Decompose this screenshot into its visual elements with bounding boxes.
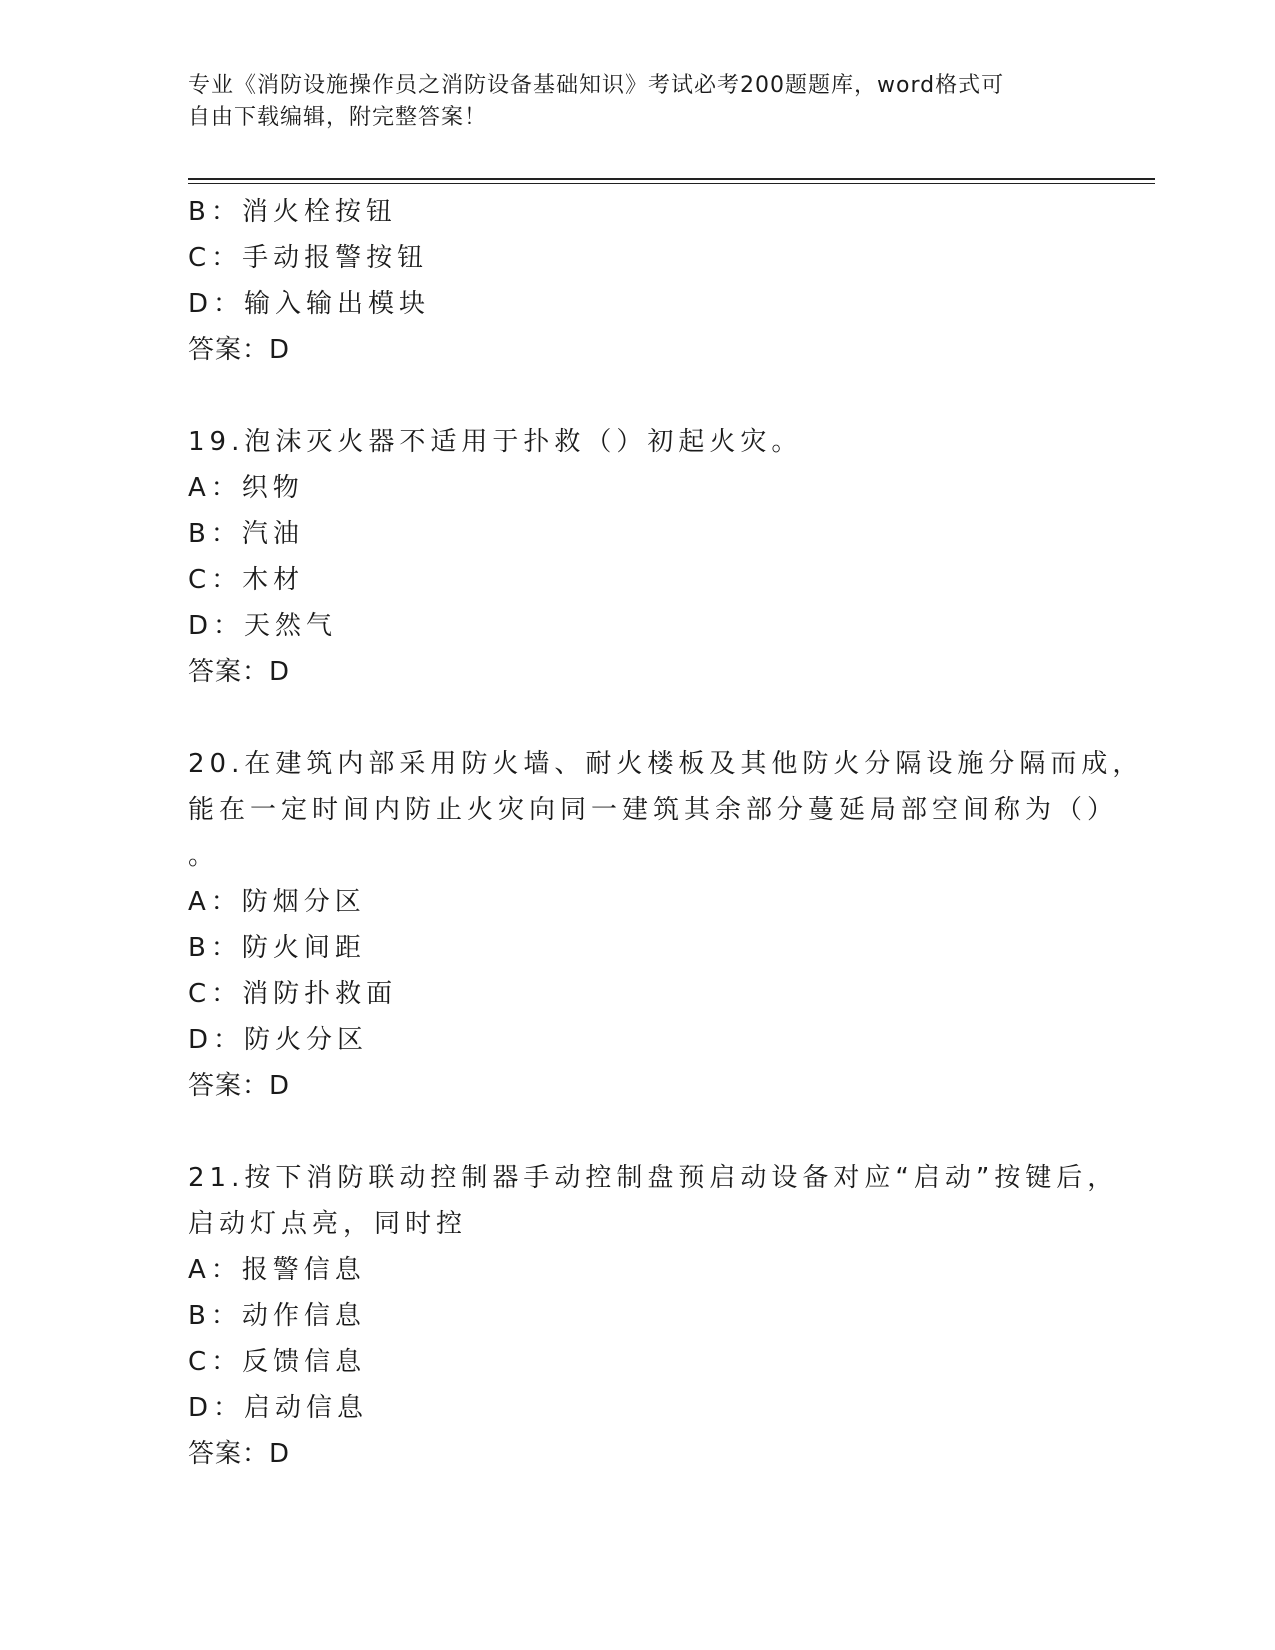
- question-20: [188, 741, 1144, 1109]
- spacer: [188, 695, 1088, 741]
- header-line-1: 专业《消防设施操作员之消防设备基础知识》考试必考200题题库，word格式可: [188, 73, 1005, 98]
- option-a: A：报警信息: [188, 1255, 366, 1285]
- answer-line: 答案：D: [188, 1439, 291, 1469]
- option-c: C：手动报警按钮: [188, 243, 429, 273]
- question-18-tail: [188, 189, 1088, 373]
- header-rule-thin: [188, 183, 1155, 184]
- option-d: D：天然气: [188, 611, 338, 641]
- option-d: D：防火分区: [188, 1025, 369, 1055]
- question-stem: 21.按下消防联动控制器手动控制盘预启动设备对应“启动”按键后，: [188, 1163, 1119, 1193]
- answer-line: 答案：D: [188, 1071, 291, 1101]
- question-stem-continued: 。: [188, 841, 220, 871]
- option-b: B：动作信息: [188, 1301, 366, 1331]
- answer-line: 答案：D: [188, 335, 291, 365]
- option-b: B：防火间距: [188, 933, 366, 963]
- question-19: [188, 419, 1088, 695]
- spacer: [188, 1109, 1088, 1155]
- option-c: C：反馈信息: [188, 1347, 367, 1377]
- option-b: B：汽油: [188, 519, 304, 549]
- header-line-2: 自由下载编辑，附完整答案！: [188, 105, 488, 130]
- option-d: D：启动信息: [188, 1393, 369, 1423]
- question-21: [188, 1155, 1119, 1477]
- spacer: [188, 373, 1088, 419]
- question-stem-continued: 启动灯点亮，同时控: [188, 1209, 468, 1239]
- question-list: [188, 189, 1144, 1477]
- option-c: C：木材: [188, 565, 305, 595]
- header-rule-thick: [188, 178, 1155, 180]
- question-stem-continued: 能在一定时间内防止火灾向同一建筑其余部分蔓延局部空间称为（）: [188, 795, 1119, 825]
- option-a: A：织物: [188, 473, 304, 503]
- answer-line: 答案：D: [188, 657, 291, 687]
- document-header: [188, 70, 1068, 134]
- option-b: B：消火栓按钮: [188, 197, 397, 227]
- question-stem: 19.泡沫灭火器不适用于扑救（）初起火灾。: [188, 427, 803, 457]
- option-d: D：输入输出模块: [188, 289, 431, 319]
- question-stem: 20.在建筑内部采用防火墙、耐火楼板及其他防火分隔设施分隔而成，: [188, 749, 1144, 779]
- option-c: C：消防扑救面: [188, 979, 398, 1009]
- option-a: A：防烟分区: [188, 887, 366, 917]
